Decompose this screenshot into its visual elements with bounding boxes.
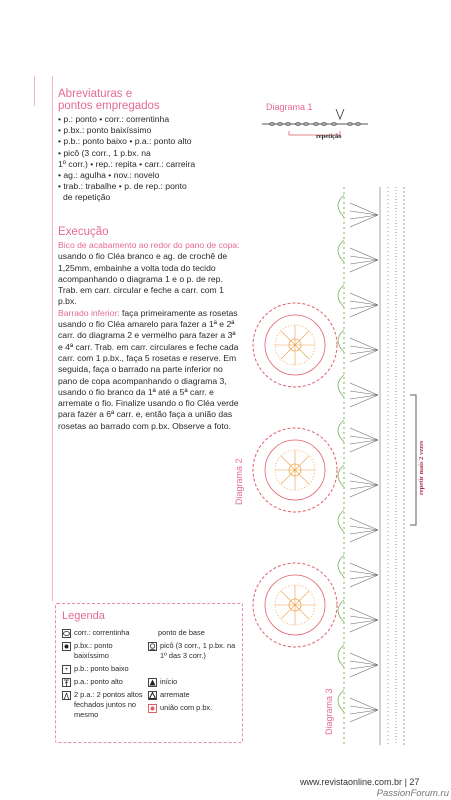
margin-rule	[34, 76, 35, 106]
execution-paragraph-2	[58, 308, 240, 432]
abbr-line: • trab.: trabalhe • p. de rep.: ponto	[58, 181, 187, 192]
picot-icon	[148, 642, 157, 651]
start-triangle-icon	[148, 678, 157, 687]
abbr-line: • p.: ponto • corr.: correntinha	[58, 114, 170, 124]
legend-text: arremate	[160, 690, 190, 699]
single-crochet-plus-icon: +	[62, 665, 71, 674]
execution-body-1: usando o fio Cléa branco e ag. de crochê de 1,25mm, embainhe a volta toda do tecido acompanhando o diagrama 1 e o p. de rep. Trab. em carr. circular e feche a carr. com 1 p.bx.	[58, 251, 228, 307]
slip-stitch-dot-icon	[62, 642, 71, 651]
rosette	[253, 428, 337, 512]
legend-text: 2 p.a.: 2 pontos altos fechados juntos no mesmo	[74, 690, 143, 719]
watermark: PassionForum.ru	[376, 788, 449, 799]
margin-rule-long	[52, 76, 53, 601]
legend-text: p.bx.: ponto baixíssimo	[74, 641, 113, 660]
diagram-2-label: Diagrama 2	[234, 458, 244, 505]
shell-fans	[350, 203, 378, 722]
execution-section	[58, 226, 240, 432]
legend-item	[62, 641, 147, 661]
execution-paragraph-1	[58, 240, 240, 308]
double-crochet-t-icon	[62, 678, 71, 687]
legend-item	[158, 628, 240, 638]
green-edge-picots	[338, 195, 344, 712]
diagram-3-label: Diagrama 3	[324, 688, 334, 735]
fasten-off-triangle-icon	[148, 691, 157, 700]
rosette	[253, 303, 337, 387]
execution-lead-1: Bico de acabamento ao redor do pano de copa:	[58, 240, 240, 250]
legend-text: p.a.: ponto alto	[74, 677, 123, 686]
abbr-line: 1º corr.) • rep.: repita • carr.: carreira	[58, 158, 196, 169]
chain-oval-icon	[62, 629, 71, 638]
abbreviations-section	[58, 88, 238, 204]
diagram-1-repeat-label: repetição	[316, 133, 342, 140]
legend-text: p.b.: ponto baixo	[74, 664, 129, 673]
abbr-line: • p.bx.: ponto baixíssimo	[58, 125, 152, 136]
legend-item	[62, 677, 147, 687]
abbr-line: de repetição	[63, 192, 111, 203]
abbr-line: • picô (3 corr., 1 p.bx. na	[58, 147, 151, 158]
legend-item	[148, 690, 238, 700]
legend-title: Legenda	[62, 610, 105, 622]
legend-item	[62, 628, 147, 638]
legend-text: picô (3 corr., 1 p.bx. na 1º das 3 corr.)	[160, 641, 236, 660]
page-number: 27	[409, 777, 420, 787]
legend-text: início	[160, 677, 178, 686]
footer-separator: |	[404, 777, 407, 787]
repeat-note: repetir mais 2 vezes	[418, 440, 425, 495]
abbreviations-title-line1: Abreviaturas e	[58, 88, 133, 100]
join-icon	[148, 704, 157, 713]
legend-text: corr.: correntinha	[74, 628, 130, 637]
crochet-diagrams	[234, 95, 445, 750]
abbr-line: • ag.: agulha • nov.: novelo	[58, 170, 160, 181]
abbreviations-title-line2: pontos empregados	[58, 100, 160, 112]
dc2tog-icon	[62, 691, 71, 700]
repeat-bracket	[410, 395, 416, 525]
legend-box	[55, 603, 243, 743]
legend-item	[148, 677, 238, 687]
legend-text: união com p.bx.	[160, 703, 213, 712]
legend-item	[62, 690, 147, 720]
diagram-1-label: Diagrama 1	[266, 102, 313, 112]
legend-item	[148, 703, 238, 713]
execution-lead-2: Barrado inferior:	[58, 307, 120, 318]
abbreviations-title	[58, 88, 238, 112]
diagram-1-chart	[262, 109, 368, 135]
footer-site: www.revistaonline.com.br	[300, 777, 403, 787]
page-footer	[300, 777, 419, 787]
legend-item	[148, 641, 244, 661]
legend-item	[62, 664, 147, 674]
execution-body-2: faça primeiramente as rosetas usando o fio Cléa amarelo para fazer a 1ª e 2ª carr. do diagrama 2 e vermelho para fazer a 3ª e 4ª carr. Trab. em carr. circulares e feche cada carr. com 1 p.bx., faça 5 rosetas e reserve. Em seguida, faça o barrado na parte inferior no pano de copa acompanhando o diagrama 3, usando o fio branco da 1ª até a 5ª carr. e arremate o fio. Finalize usando o fio Cléa verde para fazer a 6ª carr. e, então faça a união das rosetas ao barrado com p.bx. Observe a foto.	[58, 307, 239, 431]
legend-text: ponto de base	[158, 628, 205, 637]
rosette	[253, 563, 337, 647]
crochet-chart-svg	[240, 95, 445, 750]
abbr-line: • p.b.: ponto baixo • p.a.: ponto alto	[58, 136, 192, 147]
execution-title: Execução	[58, 226, 109, 238]
